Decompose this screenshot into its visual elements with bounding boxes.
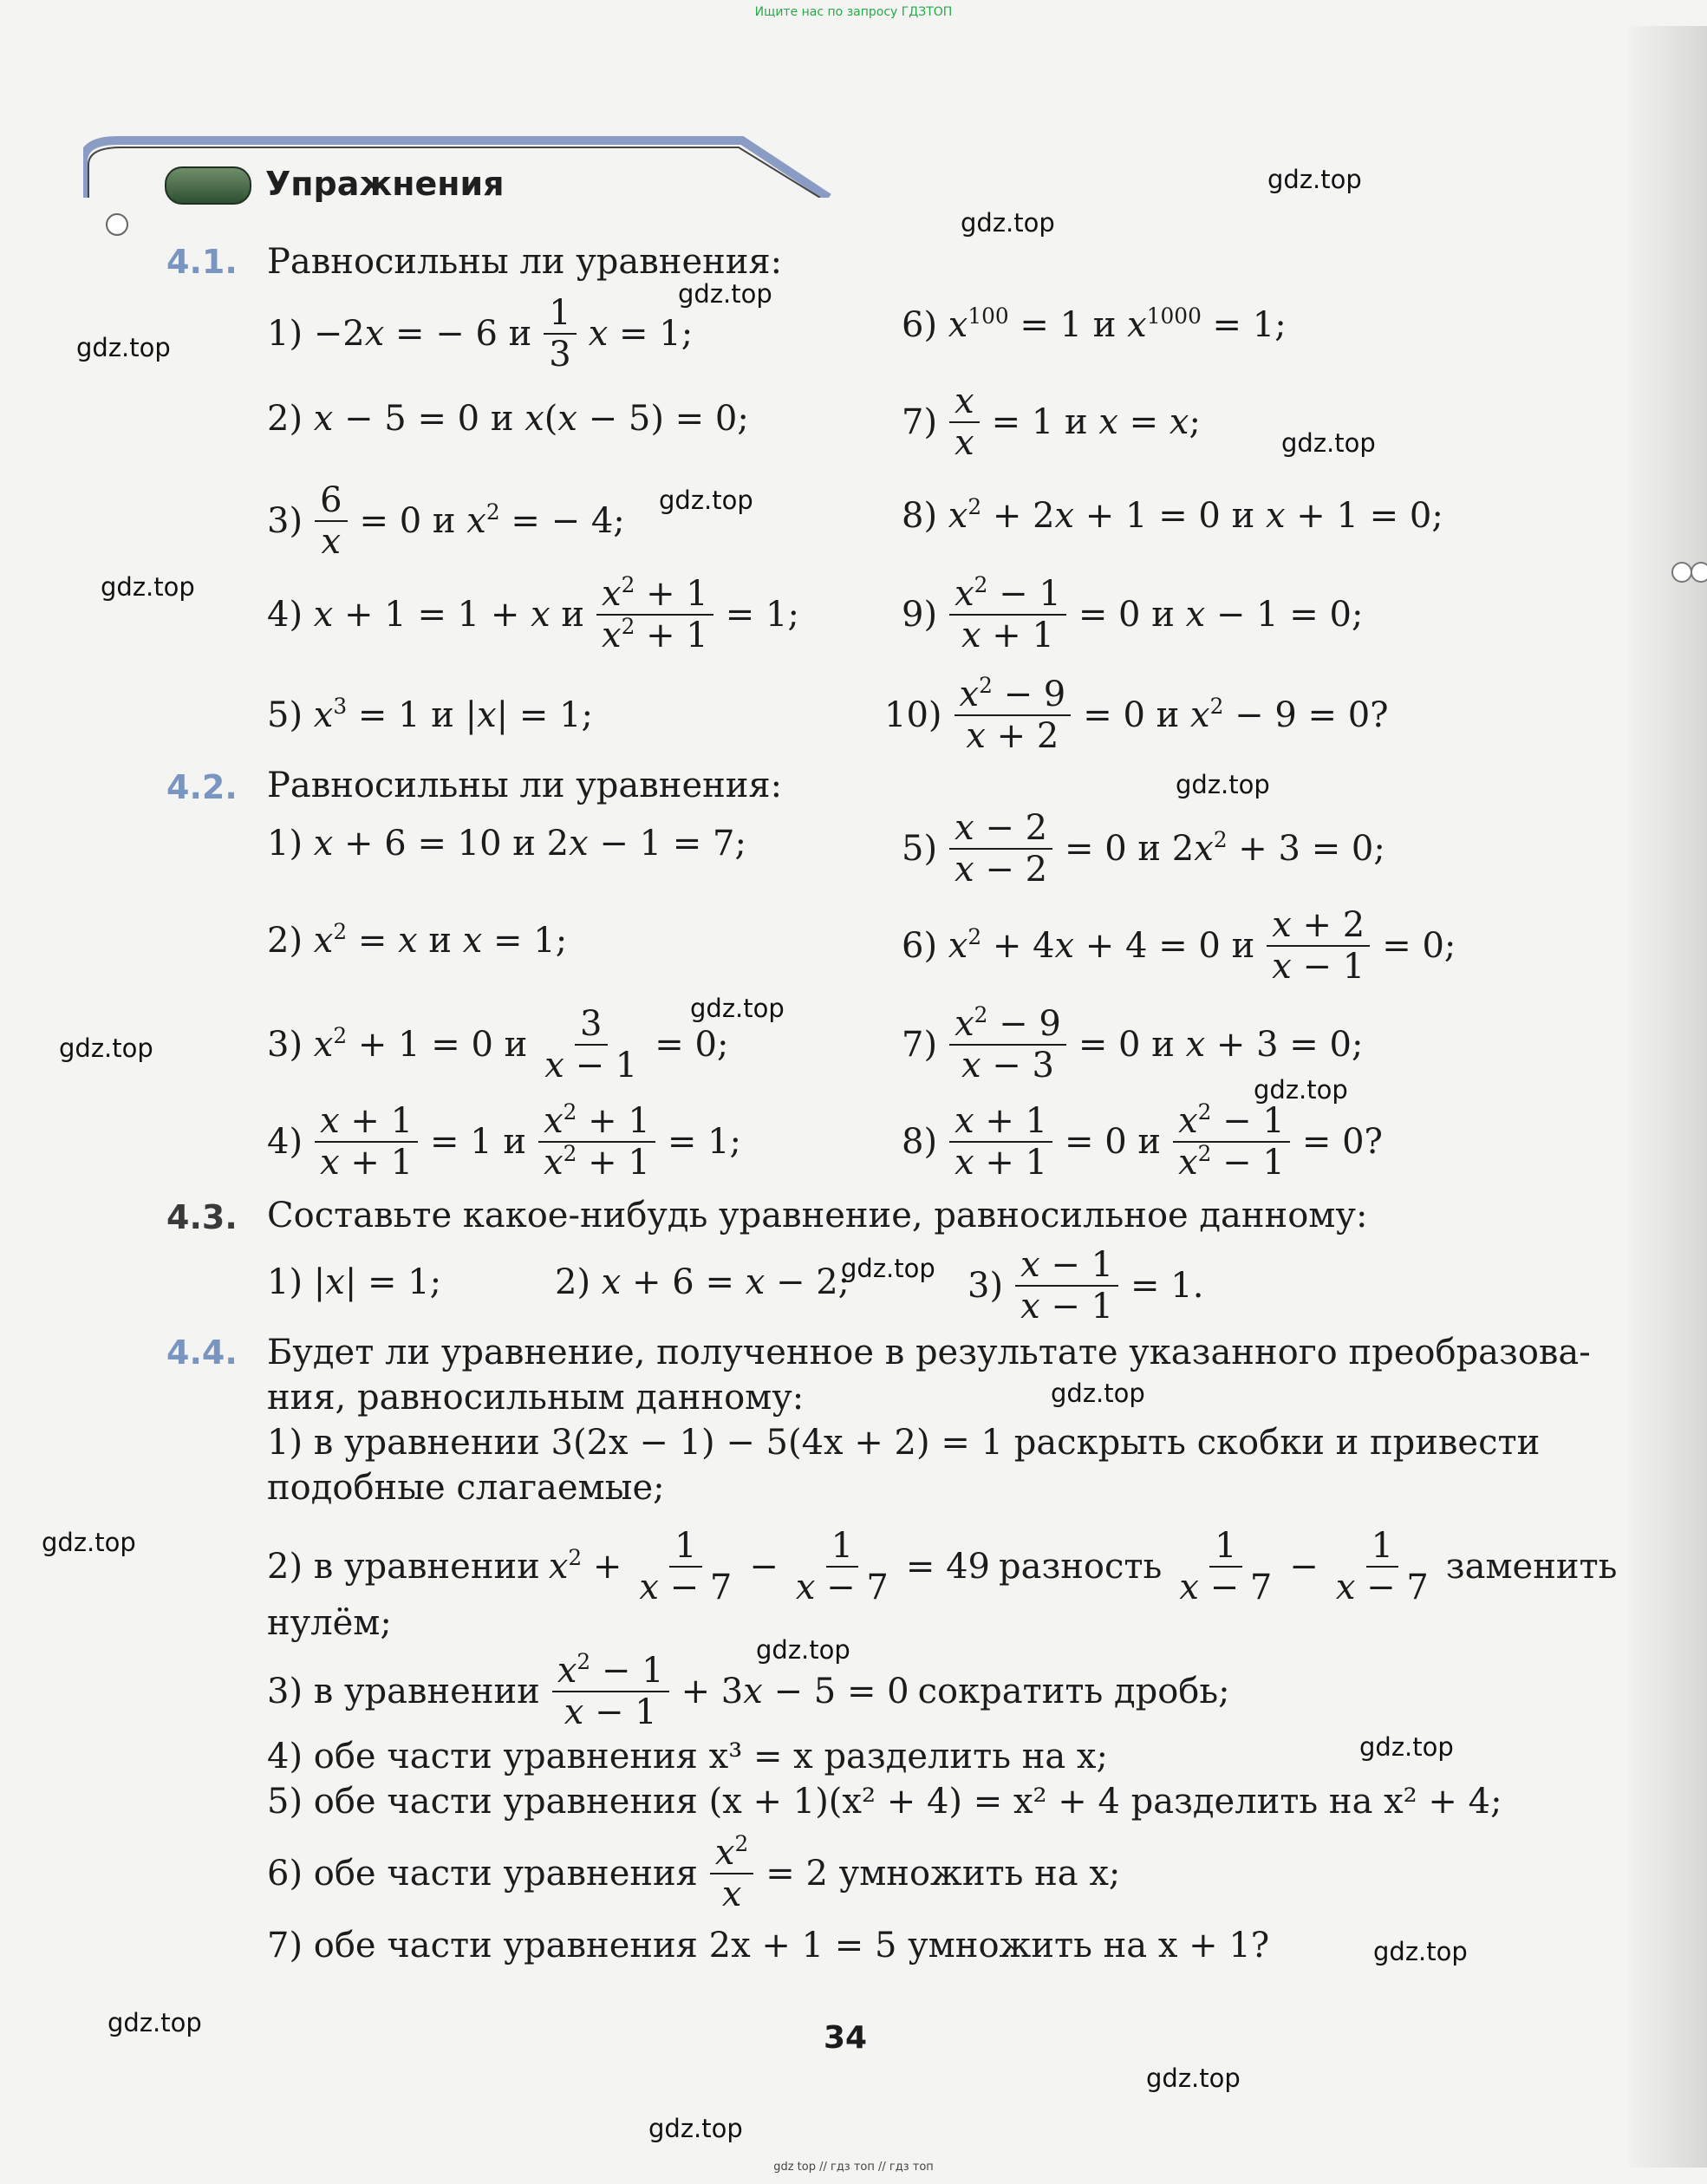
binder-ring-icon <box>1671 562 1692 583</box>
binder-ring-icon <box>1691 562 1707 583</box>
exercise-prompt: Составьте какое-нибудь уравнение, равносильное данному: <box>267 1196 1368 1235</box>
equation-item: 3) $\frac{x - 1}{x - 1}$ = 1. <box>968 1245 1204 1327</box>
exercise-prompt: Будет ли уравнение, полученное в результате указанного преобразова- <box>267 1333 1591 1372</box>
watermark: gdz.top <box>76 333 171 362</box>
equation-item: 7) $\frac{x}{x}$ = 1 и x = x; <box>902 381 1201 463</box>
exercise-number: 4.4. <box>166 1333 238 1372</box>
watermark: gdz.top <box>1176 770 1270 799</box>
header-badge-icon <box>165 166 251 205</box>
equation-item: 9) $\frac{x^2 - 1}{x + 1}$ = 0 и x − 1 = 0; <box>902 572 1364 655</box>
equation-item: 10) $\frac{x^2 - 9}{x + 2}$ = 0 и $x^2 - 9 = 0$? <box>884 673 1389 756</box>
page-number: 34 <box>824 2020 868 2056</box>
watermark: gdz.top <box>1359 1732 1454 1762</box>
equation-item: 4) x + 1 = 1 + x и $\frac{x^2 + 1}{x^2 + 1}$ = 1; <box>267 572 799 655</box>
equation-item: 1) |x| = 1; <box>267 1262 442 1302</box>
task-item: 7) обе части уравнения 2x + 1 = 5 умножить на x + 1? <box>267 1926 1270 1966</box>
watermark: gdz.top <box>756 1635 850 1665</box>
equation-item: 1) −2x = − 6 и $\frac{1}{3}$ x = 1; <box>267 293 694 375</box>
equation-item: 3) $\frac{6}{x}$ = 0 и $x^2$ = − 4; <box>267 480 625 562</box>
watermark: gdz.top <box>690 994 785 1023</box>
exercise-prompt: Равносильны ли уравнения: <box>267 766 783 805</box>
watermark: gdz.top <box>1373 1937 1468 1966</box>
equation-item: 1) x + 6 = 10 и 2x − 1 = 7; <box>267 824 746 864</box>
watermark: gdz.top <box>648 2114 743 2143</box>
equation-item: 5) $x^3 = 1$ и |x| = 1; <box>267 694 594 735</box>
equation-item: 3) $x^2 + 1 = 0$ и $\frac{3}{x - 1}$ = 0; <box>267 1004 729 1085</box>
watermark: gdz.top <box>101 572 195 602</box>
exercise-prompt: ния, равносильным данному: <box>267 1378 805 1418</box>
watermark: gdz.top <box>841 1254 935 1283</box>
watermark: gdz.top <box>961 208 1055 238</box>
exercise-number: 4.2. <box>166 768 238 806</box>
equation-item: 8) $\frac{x + 1}{x + 1}$ = 0 и $\frac{x^2 - 1}{x^2 - 1}$ = 0? <box>902 1099 1383 1183</box>
equation-item: 7) $\frac{x^2 - 9}{x - 3}$ = 0 и x + 3 = 0; <box>902 1002 1364 1085</box>
task-item: 5) обе части уравнения (x + 1)(x² + 4) = x² + 4 разделить на x² + 4; <box>267 1782 1502 1822</box>
exercise-number: 4.1. <box>166 243 238 281</box>
task-item: 6) обе части уравнения $\frac{x^2}{x}$ = 2 умножить на x; <box>267 1831 1121 1914</box>
task-item: 2) в уравнении $x^2$ + $\frac{1}{x - 7}$ − $\frac{1}{x - 7}$ = 49 разность $\frac{1}{x - 7}$ − $\frac{1}{x - 7}$ заменить <box>267 1526 1618 1607</box>
equation-item: 2) x − 5 = 0 и x(x − 5) = 0; <box>267 399 749 439</box>
task-item: 3) в уравнении $\frac{x^2 - 1}{x - 1}$ + 3x − 5 = 0 сократить дробь; <box>267 1649 1230 1732</box>
task-item: нулём; <box>267 1603 392 1643</box>
watermark: gdz.top <box>1146 2063 1241 2093</box>
equation-item: 6) $x^2 + 4x + 4 = 0$ и $\frac{x + 2}{x - 1}$ = 0; <box>902 905 1456 987</box>
exercise-prompt: Равносильны ли уравнения: <box>267 242 783 282</box>
watermark: gdz.top <box>1267 165 1362 194</box>
equation-item: 8) $x^2 + 2x + 1 = 0$ и x + 1 = 0; <box>902 494 1443 536</box>
watermark: gdz.top <box>59 1033 153 1063</box>
watermark: gdz.top <box>659 486 753 515</box>
equation-item: 6) $x^{100} = 1$ и $x^{1000} = 1$; <box>902 303 1287 345</box>
exercise-number: 4.3. <box>166 1198 238 1236</box>
watermark: gdz.top <box>1254 1075 1348 1105</box>
equation-item: 5) $\frac{x - 2}{x - 2}$ = 0 и $2x^2 + 3 = 0$; <box>902 808 1385 890</box>
equation-item: 2) x + 6 = x − 2; <box>555 1262 850 1302</box>
watermark: gdz.top <box>42 1528 136 1557</box>
section-title: Упражнения <box>265 165 505 203</box>
watermark: gdz.top <box>1051 1379 1145 1408</box>
equation-item: 4) $\frac{x + 1}{x + 1}$ = 1 и $\frac{x^2 + 1}{x^2 + 1}$ = 1; <box>267 1099 741 1183</box>
top-note: Ищите нас по запросу ГДЗТОП <box>754 5 953 19</box>
task-item: подобные слагаемые; <box>267 1468 665 1508</box>
watermark: gdz.top <box>678 279 772 309</box>
watermark: gdz.top <box>108 2008 202 2037</box>
page-edge-shadow <box>1629 26 1707 2168</box>
equation-item: 2) $x^2 = x$ и x = 1; <box>267 919 568 961</box>
watermark: gdz.top <box>1281 428 1376 458</box>
bottom-note: gdz top // гдз топ // гдз топ <box>773 2161 934 2174</box>
task-item: 1) в уравнении 3(2x − 1) − 5(4x + 2) = 1 раскрыть скобки и привести <box>267 1423 1541 1463</box>
task-item: 4) обе части уравнения x³ = x разделить на x; <box>267 1737 1108 1777</box>
header-dot-icon <box>106 213 128 236</box>
